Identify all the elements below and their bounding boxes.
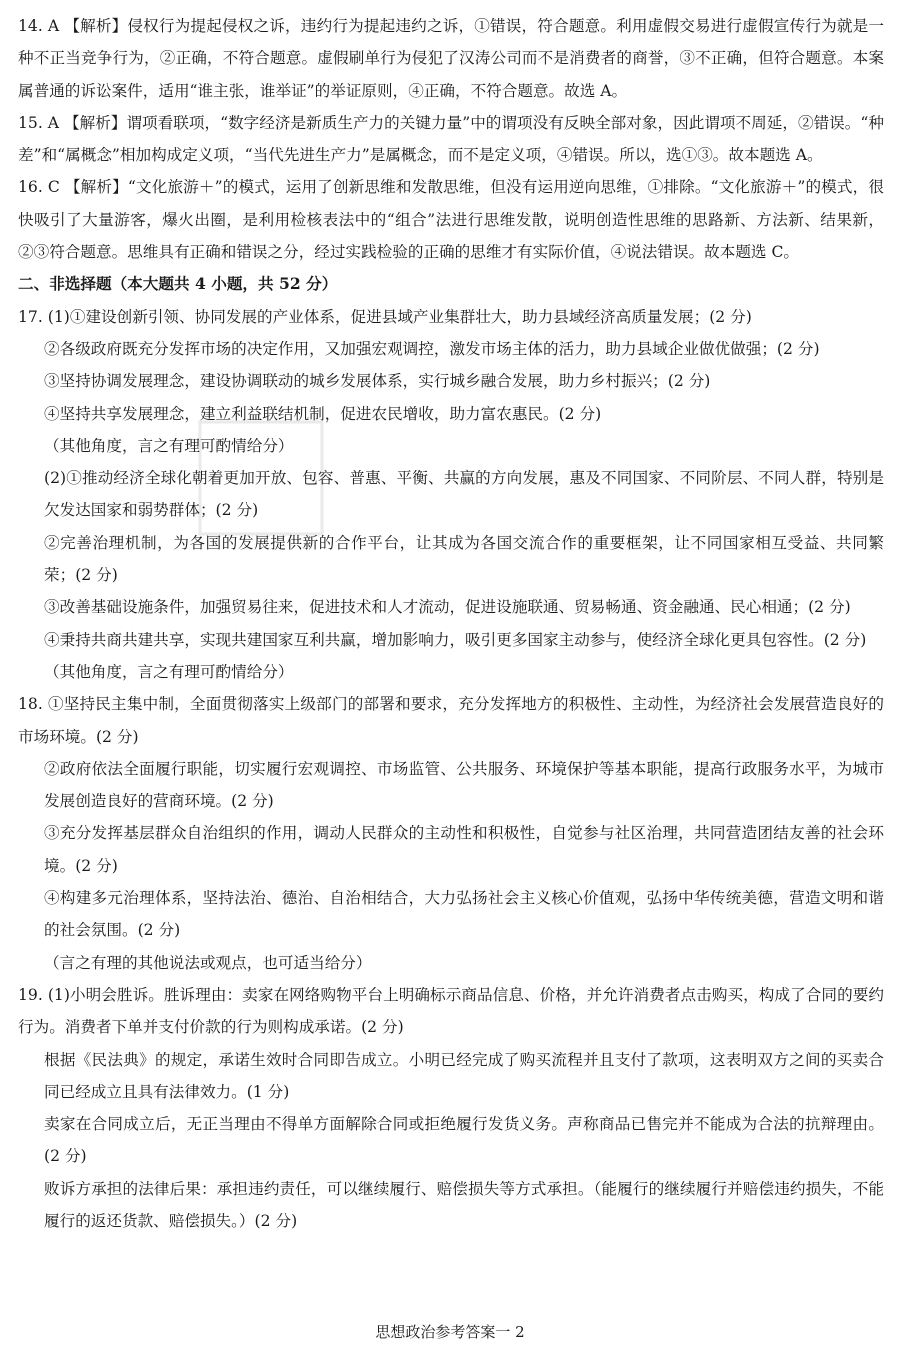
answer-q17-1-note: （其他角度，言之有理可酌情给分） (44, 436, 294, 455)
answer-q19-1-part3: 卖家在合同成立后，无正当理由不得单方面解除合同或拒绝履行发货义务。声称商品已售完并不能成为合法的抗辩理由。(2 分) (44, 1115, 884, 1166)
answer-q17-2-point3: ③改善基础设施条件，加强贸易往来，促进技术和人才流动，促进设施联通、贸易畅通、资金融通、民心相通；(2 分) (44, 598, 851, 617)
answer-q18-point3: ③充分发挥基层群众自治组织的作用，调动人民群众的主动性和积极性，自觉参与社区治理，共同营造团结友善的社会环境。(2 分) (44, 824, 884, 875)
answer-q17-1-point1: 17. (1)①建设创新引领、协同发展的产业体系，促进县域产业集群壮大，助力县域经济高质量发展；(2 分) (18, 307, 752, 326)
answer-q15: 15. A 【解析】谓项看联项，“数字经济是新质生产力的关键力量”中的谓项没有反映全部对象，因此谓项不周延，②错误。“种差”和“属概念”相加构成定义项，“当代先进生产力”是属概念，而不是定义项，④错误。所以，选①③。故本题选 A。 (18, 113, 884, 165)
answer-q16: 16. C 【解析】“文化旅游＋”的模式，运用了创新思维和发散思维，但没有运用逆向思维，①排除。“文化旅游＋”的模式，很快吸引了大量游客，爆火出圈，是利用检核表法中的“组合”法进行思维发散，说明创造性思维的思路新、方法新、结果新，②③符合题意。思维具有正确和错误之分，经过实践检验的正确的思维才有实际价值，④说法错误。故本题选 C。 (18, 178, 884, 262)
answer-q19-1-part2: 根据《民法典》的规定，承诺生效时合同即告成立。小明已经完成了购买流程并且支付了款项，这表明双方之间的买卖合同已经成立且具有法律效力。(1 分) (44, 1050, 884, 1101)
answer-q17-2-point2: ②完善治理机制，为各国的发展提供新的合作平台，让其成为各国交流合作的重要框架，让不同国家相互受益、共同繁荣；(2 分) (44, 533, 884, 585)
answer-q18-point2: ②政府依法全面履行职能，切实履行宏观调控、市场监管、公共服务、环境保护等基本职能，提高行政服务水平，为城市发展创造良好的营商环境。(2 分) (44, 759, 884, 811)
answer-q18-point4: ④构建多元治理体系，坚持法治、德治、自治相结合，大力弘扬社会主义核心价值观，弘扬中华传统美德，营造文明和谐的社会氛围。(2 分) (44, 889, 884, 940)
answer-q17-2-point1: (2)①推动经济全球化朝着更加开放、包容、普惠、平衡、共赢的方向发展，惠及不同国家、不同阶层、不同人群，特别是欠发达国家和弱势群体；(2 分) (44, 469, 884, 520)
page-footer: 思想政治参考答案一 2 (375, 1323, 525, 1341)
answer-q17-1-point4: ④坚持共享发展理念，建立利益联结机制，促进农民增收，助力富农惠民。(2 分) (44, 404, 602, 423)
answer-q17-2-point4: ④秉持共商共建共享，实现共建国家互利共赢，增加影响力，吸引更多国家主动参与，使经济全球化更具包容性。(2 分) (44, 630, 867, 649)
answer-q19-1-part4: 败诉方承担的法律后果：承担违约责任，可以继续履行、赔偿损失等方式承担。（能履行的继续履行并赔偿违约损失，不能履行的返还货款、赔偿损失。）(2 分) (44, 1179, 884, 1230)
answer-document (18, 10, 884, 1237)
answer-q17-1-point2: ②各级政府既充分发挥市场的决定作用，又加强宏观调控，激发市场主体的活力，助力县域企业做优做强；(2 分) (44, 339, 820, 358)
section-heading-non-choice: 二、非选择题（本大题共 4 小题，共 52 分） (18, 274, 338, 294)
answer-q18-point1: 18. ①坚持民主集中制，全面贯彻落实上级部门的部署和要求，充分发挥地方的积极性、主动性，为经济社会发展营造良好的市场环境。(2 分) (18, 695, 884, 746)
answer-q17-2-note: （其他角度，言之有理可酌情给分） (44, 662, 294, 681)
answer-q17-1-point3: ③坚持协调发展理念，建设协调联动的城乡发展体系，实行城乡融合发展，助力乡村振兴；(2 分) (44, 372, 711, 391)
answer-q19-1-part1: 19. (1)小明会胜诉。胜诉理由：卖家在网络购物平台上明确标示商品信息、价格，并允许消费者点击购买，构成了合同的要约行为。消费者下单并支付价款的行为则构成承诺。(2 分) (18, 985, 884, 1037)
answer-q14: 14. A 【解析】侵权行为提起侵权之诉，违约行为提起违约之诉，①错误，符合题意。利用虚假交易进行虚假宣传行为就是一种不正当竞争行为，②正确，不符合题意。虚假刷单行为侵犯了汉涛公司而不是消费者的商誉，③不正确，但符合题意。本案属普通的诉讼案件，适用“谁主张，谁举证”的举证原则，④正确，不符合题意。故选 A。 (18, 17, 884, 100)
answer-q18-note: （言之有理的其他说法或观点，也可适当给分） (44, 953, 372, 972)
